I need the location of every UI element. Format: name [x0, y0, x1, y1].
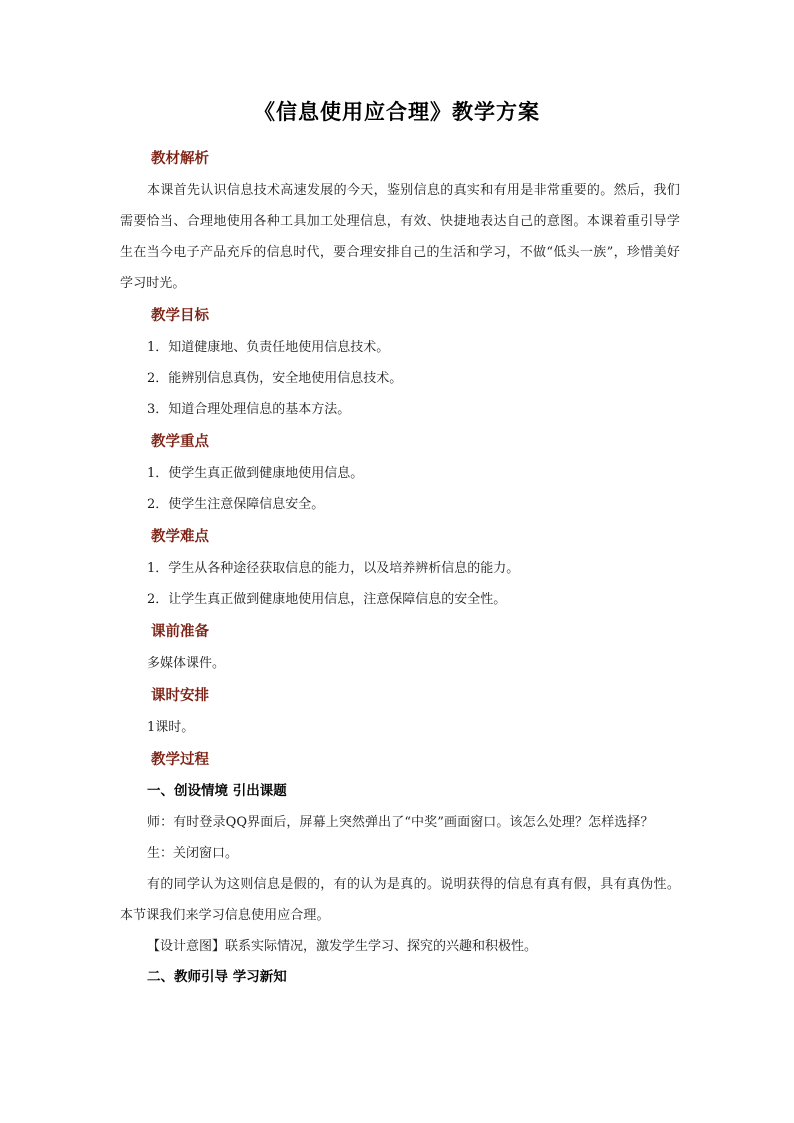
goal-item: 3．知道合理处理信息的基本方法。: [147, 402, 351, 417]
process-step-1-title: 一、创设情境 引出课题: [147, 783, 287, 799]
document-title: 《信息使用应合理》教学方案: [254, 99, 540, 124]
design-intent-text: 联系实际情况，激发学生学习、探究的兴趣和积极性。: [225, 939, 538, 954]
heading-process: 教学过程: [151, 751, 209, 768]
heading-difficulties: 教学难点: [151, 528, 209, 545]
heading-schedule: 课时安排: [151, 687, 209, 704]
goal-item: 2．能辨别信息真伪，安全地使用信息技术。: [147, 371, 403, 386]
analysis-paragraph: 本课首先认识信息技术高速发展的今天，鉴别信息的真实和有用是非常重要的。然后，我们需要恰当、合理地使用各种工具加工处理信息，有效、快捷地表达自己的意图。本课着重引导学生在当今电子产品充斥的信息时代，要合理安排自己的生活和学习，不做“低头一族”，珍惜美好学习时光。: [120, 183, 680, 291]
key-point-item: 1．使学生真正做到健康地使用信息。: [147, 466, 364, 481]
design-intent-label: 【设计意图】: [147, 939, 226, 954]
difficulty-item: 1．学生从各种途径获取信息的能力，以及培养辨析信息的能力。: [147, 561, 520, 576]
preparation-text: 多媒体课件。: [147, 656, 226, 671]
explain-paragraph: 有的同学认为这则信息是假的，有的认为是真的。说明获得的信息有真有假，具有真伪性。本节课我们来学习信息使用应合理。: [120, 877, 680, 923]
heading-key-points: 教学重点: [151, 433, 209, 450]
heading-preparation: 课前准备: [151, 623, 209, 640]
design-intent: [120, 931, 680, 962]
teacher-line: 师：有时登录QQ界面后，屏幕上突然弹出了“中奖”画面窗口。该怎么处理？怎样选择？: [147, 815, 654, 830]
goal-item: 1．知道健康地、负责任地使用信息技术。: [147, 340, 390, 355]
heading-goals: 教学目标: [151, 307, 209, 324]
process-step-2-title: 二、教师引导 学习新知: [147, 969, 287, 985]
key-point-item: 2．使学生注意保障信息安全。: [147, 497, 325, 512]
student-line: 生：关闭窗口。: [147, 846, 239, 861]
heading-analysis: 教材解析: [151, 150, 209, 167]
document-body: [120, 142, 680, 993]
difficulty-item: 2．让学生真正做到健康地使用信息，注意保障信息的安全性。: [147, 592, 507, 607]
schedule-text: 1课时。: [147, 720, 195, 735]
